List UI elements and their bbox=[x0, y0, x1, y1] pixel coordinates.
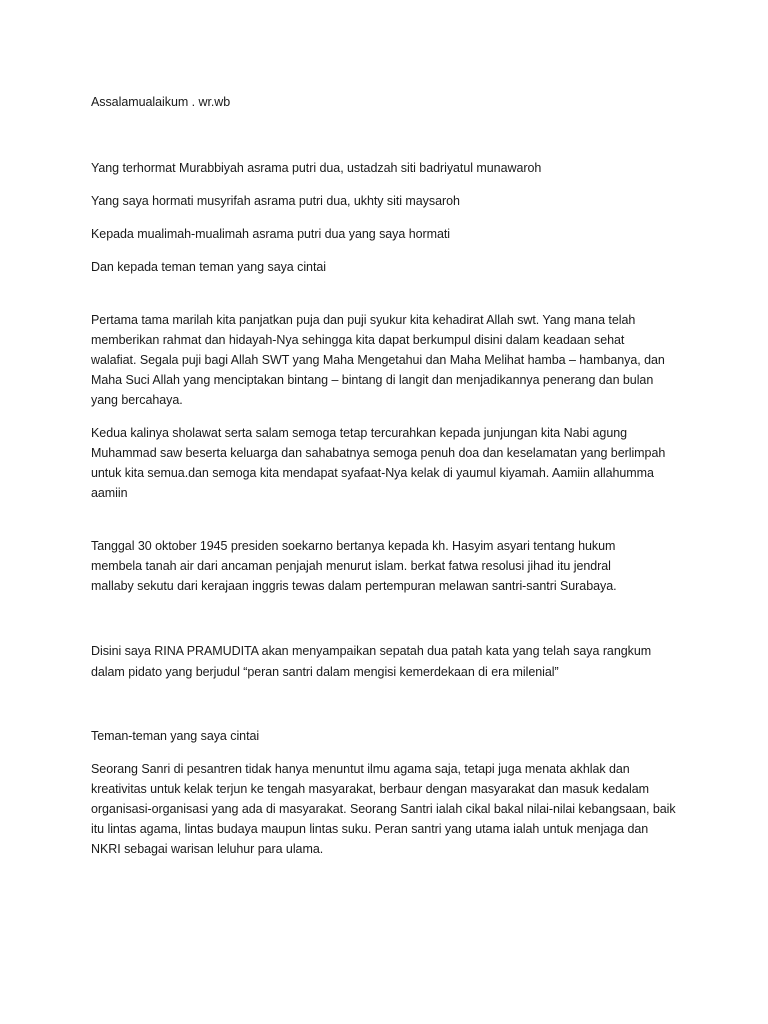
paragraph-line: Tanggal 30 oktober 1945 presiden soekarno bertanya kepada kh. Hasyim asyari tentang hukum bbox=[91, 539, 616, 553]
paragraph-line: dalam pidato yang berjudul “peran santri dalam mengisi kemerdekaan di era milenial” bbox=[91, 665, 559, 679]
paragraph-line: mallaby sekutu dari kerajaan inggris tewas dalam pertempuran melawan santri-santri Surabaya. bbox=[91, 579, 617, 593]
salutation-line: Dan kepada teman teman yang saya cintai bbox=[91, 260, 327, 274]
paragraph-line: aamiin bbox=[91, 486, 128, 500]
paragraph-line: untuk kita semua.dan semoga kita mendapat syafaat-Nya kelak di yaumul kiyamah. Aamiin allahumma bbox=[91, 466, 654, 480]
salutation-line: Kepada mualimah-mualimah asrama putri dua yang saya hormati bbox=[91, 227, 451, 241]
paragraph-line: Disini saya RINA PRAMUDITA akan menyampaikan sepatah dua patah kata yang telah saya rangkum bbox=[91, 644, 652, 658]
salutation-line: Yang saya hormati musyrifah asrama putri dua, ukhty siti maysaroh bbox=[91, 194, 460, 208]
greeting: Assalamualaikum . wr.wb bbox=[91, 95, 231, 109]
paragraph-line: yang bercahaya. bbox=[91, 393, 183, 407]
paragraph-line: Kedua kalinya sholawat serta salam semoga tetap tercurahkan kepada junjungan kita Nabi agung bbox=[91, 426, 628, 440]
paragraph-line: kreativitas untuk kelak terjun ke tengah masyarakat, berbaur dengan masyarakat dan masuk kedalam bbox=[91, 782, 650, 796]
paragraph-line: membela tanah air dari ancaman penjajah menurut islam. berkat fatwa resolusi jihad itu jendral bbox=[91, 559, 611, 573]
paragraph-line: NKRI sebagai warisan leluhur para ulama. bbox=[91, 842, 324, 856]
address-line: Teman-teman yang saya cintai bbox=[91, 729, 260, 743]
salutation-line: Yang terhormat Murabbiyah asrama putri dua, ustadzah siti badriyatul munawaroh bbox=[91, 161, 542, 175]
paragraph-line: Muhammad saw beserta keluarga dan sahabatnya semoga penuh doa dan keselamatan yang berlimpah bbox=[91, 446, 666, 460]
paragraph-line: memberikan rahmat dan hidayah-Nya sehingga kita dapat berkumpul disini dalam keadaan sehat bbox=[91, 333, 625, 347]
paragraph-line: organisasi-organisasi yang ada di masyarakat. Seorang Santri ialah cikal bakal nilai-nilai kebangsaan, baik bbox=[91, 802, 676, 816]
paragraph-line: Pertama tama marilah kita panjatkan puja dan puji syukur kita kehadirat Allah swt. Yang mana telah bbox=[91, 313, 636, 327]
paragraph-line: Maha Suci Allah yang menciptakan bintang – bintang di langit dan menjadikannya penerang dan bulan bbox=[91, 373, 654, 387]
paragraph-line: itu lintas agama, lintas budaya maupun lintas suku. Peran santri yang utama ialah untuk menjaga dan bbox=[91, 822, 649, 836]
paragraph-line: Seorang Sanri di pesantren tidak hanya menuntut ilmu agama saja, tetapi juga menata akhlak dan bbox=[91, 762, 630, 776]
paragraph-line: walafiat. Segala puji bagi Allah SWT yang Maha Mengetahui dan Maha Melihat hamba – hambanya, dan bbox=[91, 353, 665, 367]
